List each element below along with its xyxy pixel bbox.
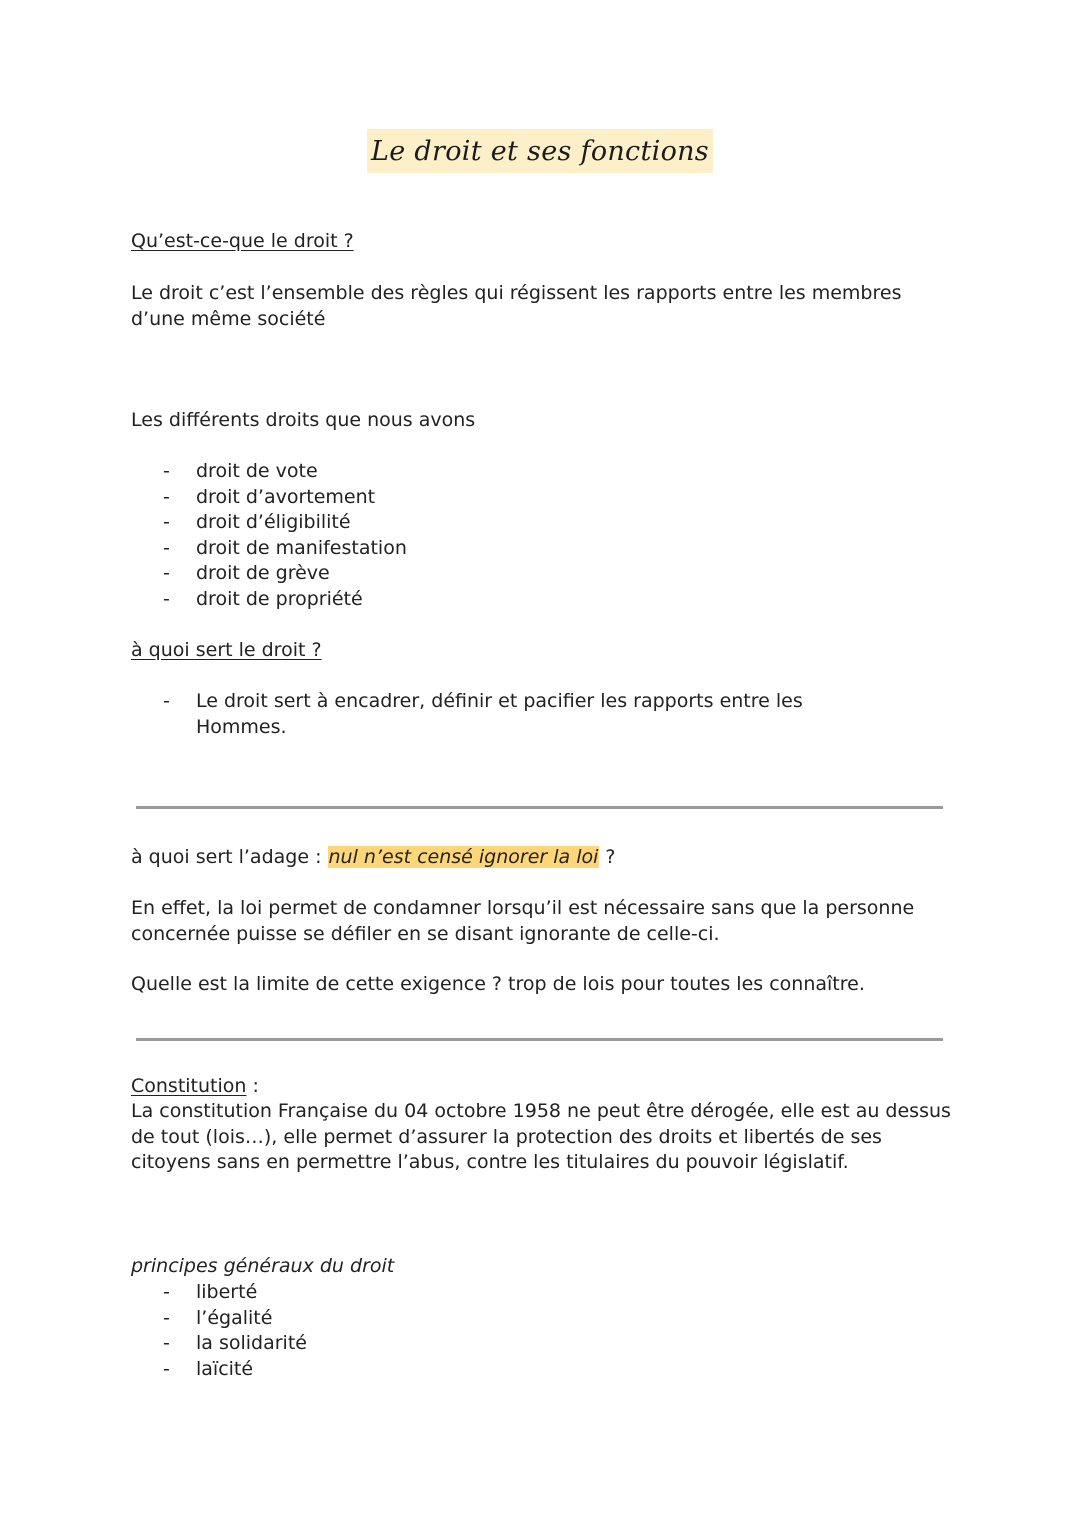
list-item: - Le droit sert à encadrer, définir et pacifier les rapports entre les Hommes.	[131, 689, 896, 740]
list-item: - droit d’éligibilité	[131, 510, 896, 536]
section-heading-purpose-of-law: à quoi sert le droit ?	[131, 639, 322, 661]
adage-question-prefix: à quoi sert l’adage :	[131, 846, 328, 868]
section-heading-what-is-law: Qu’est-ce-que le droit ?	[131, 230, 354, 252]
constitution-label: Constitution	[131, 1075, 247, 1097]
list-item: - laïcité	[131, 1357, 896, 1383]
principles-list	[131, 1280, 896, 1382]
principles-heading: principes généraux du droit	[131, 1255, 395, 1277]
list-item: - liberté	[131, 1280, 896, 1306]
list-item: - droit de grève	[131, 561, 896, 587]
divider	[136, 806, 943, 809]
adage-answer: En effet, la loi permet de condamner lorsqu’il est nécessaire sans que la personne concernée puisse se défiler en se disant ignorante de celle-ci.	[131, 897, 915, 945]
constitution-heading	[131, 1074, 961, 1100]
rights-intro: Les différents droits que nous avons	[131, 409, 476, 431]
constitution-colon: :	[246, 1075, 259, 1097]
document-title: Le droit et ses fonctions	[367, 129, 713, 173]
law-definition-paragraph: Le droit c’est l’ensemble des règles qui régissent les rapports entre les membres d’une même société	[131, 282, 902, 330]
list-item: - droit de propriété	[131, 587, 896, 613]
adage-limit: Quelle est la limite de cette exigence ? trop de lois pour toutes les connaître.	[131, 973, 865, 995]
adage-highlight: nul n’est censé ignorer la loi	[328, 846, 599, 868]
list-item: - droit de vote	[131, 459, 896, 485]
rights-list	[131, 459, 896, 613]
title-container	[0, 129, 1080, 173]
adage-question	[131, 845, 961, 871]
constitution-paragraph: La constitution Française du 04 octobre 1958 ne peut être dérogée, elle est au dessus de tout (lois…), elle permet d’assurer la protection des droits et libertés de ses citoyens sans en permettre l’abus, contre les titulaires du pouvoir législatif.	[131, 1100, 951, 1174]
list-item: - droit de manifestation	[131, 536, 896, 562]
list-item: - l’égalité	[131, 1306, 896, 1332]
adage-question-suffix: ?	[599, 846, 616, 868]
divider	[136, 1038, 943, 1041]
list-item: - droit d’avortement	[131, 485, 896, 511]
purpose-list	[131, 689, 896, 740]
list-item: - la solidarité	[131, 1331, 896, 1357]
